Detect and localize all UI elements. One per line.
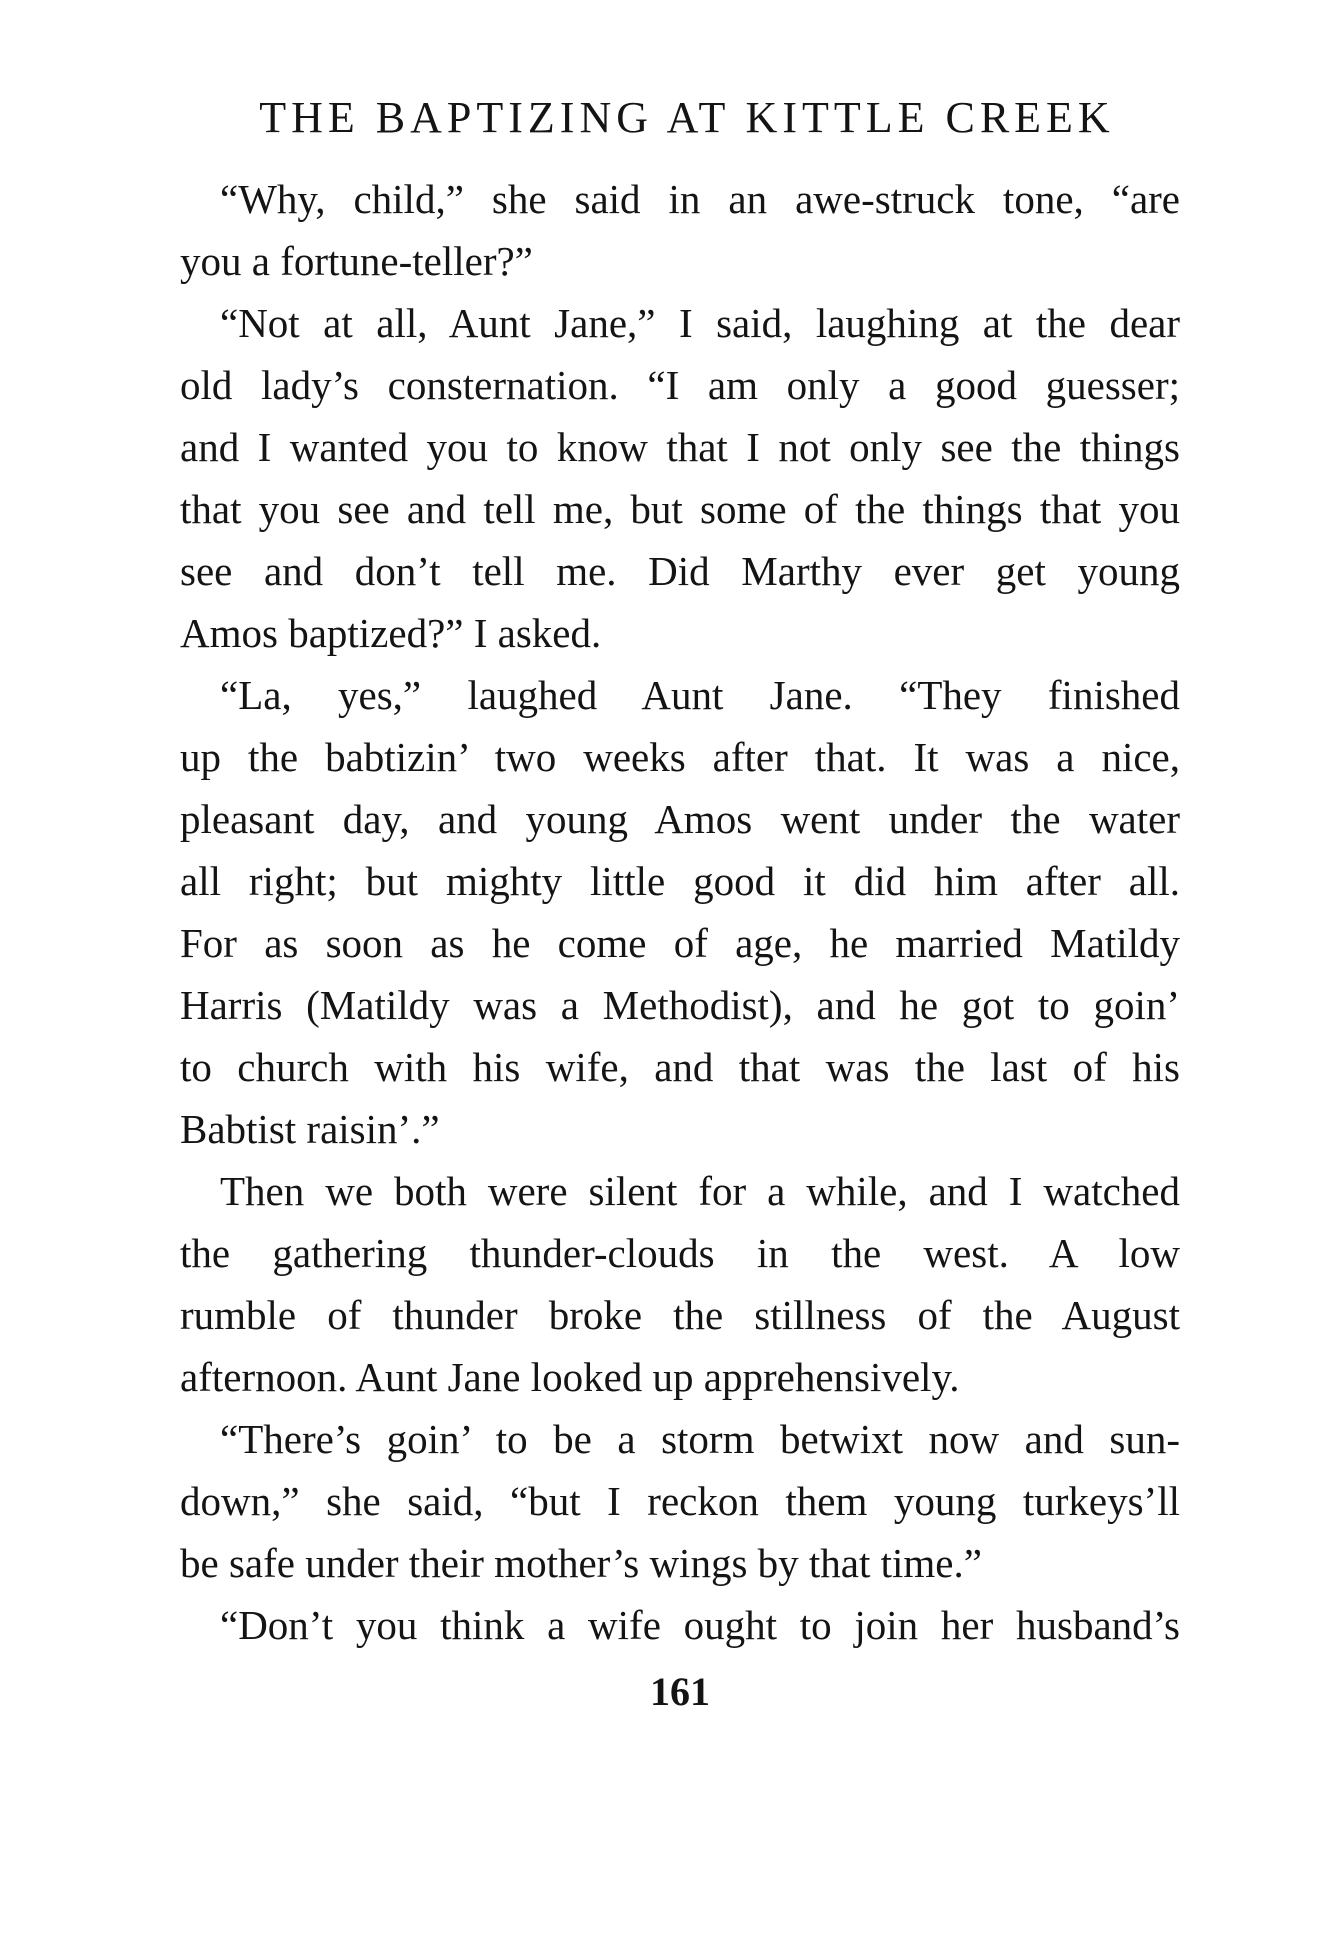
text-line: Amos baptized?” I asked.: [180, 610, 602, 656]
text-line: you a fortune-teller?”: [180, 238, 533, 284]
text-line: “La, yes,” laughed Aunt Jane. “They finished: [220, 672, 1180, 718]
text-line: afternoon. Aunt Jane looked up apprehensively.: [180, 1354, 960, 1400]
text-line: all right; but mighty little good it did him after all.: [180, 858, 1180, 904]
page-number: 161: [650, 1669, 710, 1714]
text-line: “Why, child,” she said in an awe-struck tone, “are: [220, 176, 1180, 222]
text-line: pleasant day, and young Amos went under the water: [180, 796, 1180, 842]
text-line: Babtist raisin’.”: [180, 1106, 440, 1152]
text-line: see and don’t tell me. Did Marthy ever get young: [180, 548, 1180, 594]
text-line: down,” she said, “but I reckon them young turkeys’ll: [180, 1478, 1180, 1524]
text-line: Harris (Matildy was a Methodist), and he got to goin’: [180, 982, 1180, 1028]
text-line: For as soon as he come of age, he married Matildy: [180, 920, 1180, 966]
text-line: Then we both were silent for a while, and I watched: [220, 1168, 1180, 1214]
running-head: THE BAPTIZING AT KITTLE CREEK: [259, 93, 1115, 142]
text-line: be safe under their mother’s wings by that time.”: [180, 1540, 982, 1586]
body-text: [180, 168, 1180, 1656]
text-line: old lady’s consternation. “I am only a good guesser;: [180, 362, 1180, 408]
text-line: rumble of thunder broke the stillness of the August: [180, 1292, 1180, 1338]
text-line: “Not at all, Aunt Jane,” I said, laughing at the dear: [220, 300, 1180, 346]
text-line: “Don’t you think a wife ought to join her husband’s: [220, 1602, 1180, 1648]
text-line: that you see and tell me, but some of the things that you: [180, 486, 1180, 532]
text-line: “There’s goin’ to be a storm betwixt now and sun-: [220, 1416, 1180, 1462]
text-line: up the babtizin’ two weeks after that. It was a nice,: [180, 734, 1180, 780]
text-line: to church with his wife, and that was the last of his: [180, 1044, 1180, 1090]
text-line: the gathering thunder-clouds in the west. A low: [180, 1230, 1180, 1276]
text-line: and I wanted you to know that I not only see the things: [180, 424, 1180, 470]
